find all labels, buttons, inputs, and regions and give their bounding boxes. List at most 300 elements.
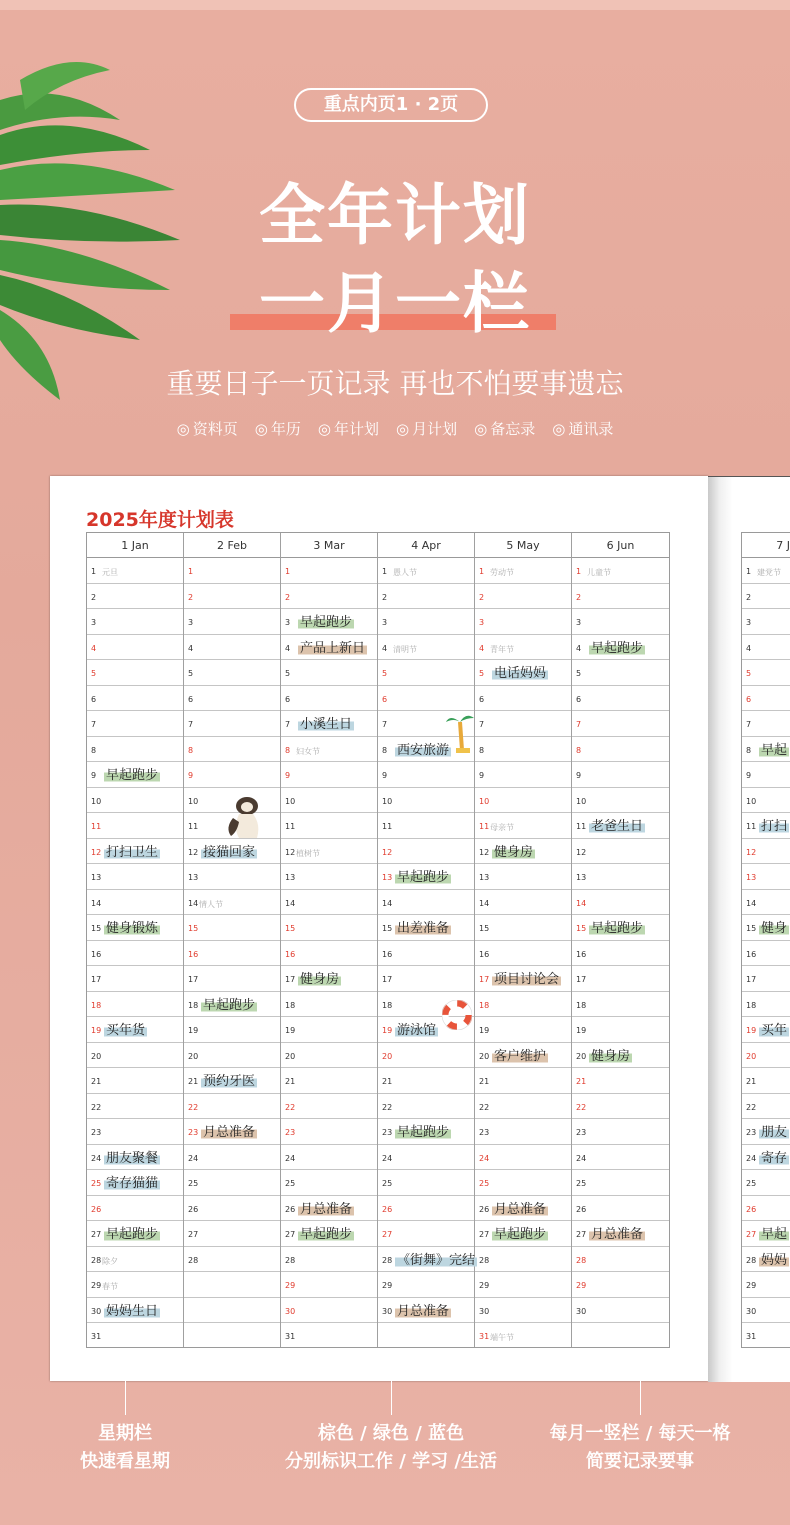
day-cell[interactable] — [475, 711, 571, 737]
day-number: 12 — [746, 847, 757, 857]
day-cell[interactable] — [742, 941, 790, 967]
day-number: 13 — [576, 873, 587, 882]
day-cell[interactable] — [378, 941, 474, 967]
day-note: 产品上新日 — [298, 637, 367, 656]
day-cell[interactable] — [87, 813, 183, 839]
day-cell[interactable] — [281, 1272, 377, 1298]
day-cell[interactable] — [742, 813, 790, 839]
day-note: 早起跑步 — [492, 1223, 548, 1242]
holiday-label: 除夕 — [102, 1256, 118, 1266]
day-cell[interactable] — [742, 1272, 790, 1298]
day-cell[interactable] — [87, 1221, 183, 1247]
day-cell[interactable] — [572, 711, 669, 737]
day-number: 11 — [382, 822, 393, 831]
day-number: 16 — [576, 949, 587, 959]
day-cell[interactable] — [475, 1119, 571, 1145]
day-note: 早起跑步 — [201, 994, 257, 1013]
day-number: 15 — [479, 924, 490, 933]
day-cell[interactable] — [378, 686, 474, 712]
day-cell[interactable] — [87, 1145, 183, 1171]
day-number: 14 — [479, 898, 490, 908]
day-cell[interactable] — [742, 1170, 790, 1196]
day-cell[interactable] — [87, 890, 183, 916]
day-cell[interactable] — [281, 635, 377, 661]
day-number: 2 — [576, 592, 582, 602]
day-note: 早起跑步 — [395, 1121, 451, 1140]
day-number: 31 — [479, 1332, 490, 1341]
day-cell[interactable] — [281, 1323, 377, 1349]
day-cell[interactable] — [742, 1043, 790, 1069]
day-number: 15 — [188, 924, 199, 933]
day-cell[interactable] — [281, 558, 377, 584]
day-number: 5 — [188, 669, 194, 678]
day-cell[interactable] — [184, 966, 280, 992]
day-cell[interactable] — [572, 762, 669, 788]
day-cell[interactable] — [184, 864, 280, 890]
day-note: 妈妈生日 — [104, 1300, 160, 1319]
day-cell[interactable] — [475, 1145, 571, 1171]
day-cell[interactable] — [184, 1247, 280, 1273]
day-cell[interactable] — [475, 686, 571, 712]
day-note: 早起跑步 — [298, 611, 354, 630]
day-cell[interactable] — [572, 915, 669, 941]
day-number: 27 — [576, 1230, 587, 1239]
day-cell[interactable] — [572, 1145, 669, 1171]
day-cell[interactable] — [572, 660, 669, 686]
day-cell[interactable] — [572, 839, 669, 865]
day-cell[interactable] — [87, 558, 183, 584]
day-number: 4 — [479, 643, 485, 653]
day-cell[interactable] — [378, 1170, 474, 1196]
day-cell[interactable] — [87, 1119, 183, 1145]
day-cell[interactable] — [281, 966, 377, 992]
day-cell[interactable] — [572, 686, 669, 712]
day-cell[interactable] — [87, 660, 183, 686]
day-number: 21 — [91, 1077, 102, 1086]
day-cell[interactable] — [572, 1221, 669, 1247]
day-cell[interactable] — [378, 660, 474, 686]
day-cell[interactable] — [378, 558, 474, 584]
day-cell[interactable] — [378, 915, 474, 941]
day-cell[interactable] — [742, 660, 790, 686]
day-number: 2 — [479, 592, 485, 602]
day-cell[interactable] — [572, 558, 669, 584]
day-cell[interactable] — [572, 966, 669, 992]
day-cell[interactable] — [742, 1221, 790, 1247]
day-cell[interactable] — [378, 839, 474, 865]
day-cell[interactable] — [572, 1323, 669, 1349]
day-cell[interactable] — [184, 1196, 280, 1222]
day-cell[interactable] — [475, 660, 571, 686]
day-number: 21 — [285, 1077, 296, 1086]
day-cell[interactable] — [281, 1145, 377, 1171]
day-number: 3 — [746, 618, 752, 627]
feature-item — [177, 418, 238, 439]
day-cell[interactable] — [184, 1017, 280, 1043]
day-number: 13 — [382, 873, 393, 882]
day-cell[interactable] — [184, 941, 280, 967]
day-cell[interactable] — [475, 788, 571, 814]
day-number: 28 — [479, 1255, 490, 1265]
day-number: 7 — [479, 720, 485, 729]
day-number: 8 — [746, 745, 752, 755]
feature-label: 资料页 — [192, 420, 238, 438]
day-note: 小溪生日 — [298, 713, 354, 732]
day-cell[interactable] — [572, 788, 669, 814]
day-cell[interactable] — [378, 864, 474, 890]
day-cell[interactable] — [742, 711, 790, 737]
day-cell[interactable] — [378, 584, 474, 610]
day-cell[interactable] — [742, 609, 790, 635]
day-cell[interactable] — [281, 711, 377, 737]
day-number: 19 — [188, 1026, 199, 1035]
day-cell[interactable] — [475, 558, 571, 584]
day-cell[interactable] — [184, 558, 280, 584]
day-number: 10 — [576, 796, 587, 806]
day-cell[interactable] — [184, 992, 280, 1018]
day-cell[interactable] — [184, 1068, 280, 1094]
day-cell[interactable] — [87, 1298, 183, 1324]
day-cell[interactable] — [378, 1145, 474, 1171]
day-cell[interactable] — [378, 1221, 474, 1247]
day-cell[interactable] — [572, 1068, 669, 1094]
day-cell[interactable] — [742, 1196, 790, 1222]
day-cell[interactable] — [184, 1221, 280, 1247]
day-cell[interactable] — [475, 1221, 571, 1247]
day-number: 17 — [576, 975, 587, 984]
day-cell[interactable] — [378, 635, 474, 661]
day-cell[interactable] — [742, 839, 790, 865]
day-cell[interactable] — [184, 1323, 280, 1349]
day-cell[interactable] — [87, 1272, 183, 1298]
day-number: 2 — [91, 592, 97, 602]
day-cell[interactable] — [281, 915, 377, 941]
day-cell[interactable] — [87, 1017, 183, 1043]
day-number: 15 — [576, 924, 587, 933]
day-cell[interactable] — [87, 839, 183, 865]
day-cell[interactable] — [184, 762, 280, 788]
day-cell[interactable] — [281, 762, 377, 788]
day-cell[interactable] — [475, 635, 571, 661]
day-number: 16 — [479, 949, 490, 959]
day-cell[interactable] — [87, 992, 183, 1018]
day-cell[interactable] — [572, 1298, 669, 1324]
day-cell[interactable] — [572, 1247, 669, 1273]
day-note: 打扫卫生 — [104, 841, 160, 860]
month-header: 3 Mar — [281, 533, 377, 558]
day-number: 28 — [576, 1255, 587, 1265]
day-cell[interactable] — [281, 609, 377, 635]
cat-sticker-icon — [221, 792, 263, 840]
day-cell[interactable] — [87, 609, 183, 635]
day-cell[interactable] — [475, 1068, 571, 1094]
day-cell[interactable] — [742, 762, 790, 788]
month-header: 5 May — [475, 533, 571, 558]
day-cell[interactable] — [742, 992, 790, 1018]
day-cell[interactable] — [475, 941, 571, 967]
day-cell[interactable] — [742, 1017, 790, 1043]
day-number: 28 — [382, 1255, 393, 1265]
feature-item — [396, 418, 457, 439]
day-note: 早起跑步 — [589, 917, 645, 936]
day-cell[interactable] — [378, 1094, 474, 1120]
day-number: 29 — [382, 1281, 393, 1290]
feature-label: 备忘录 — [490, 420, 536, 438]
day-cell[interactable] — [87, 1170, 183, 1196]
month-column — [572, 533, 669, 1347]
day-cell[interactable] — [742, 1094, 790, 1120]
day-cell[interactable] — [281, 890, 377, 916]
day-cell[interactable] — [742, 635, 790, 661]
day-number: 21 — [479, 1077, 490, 1086]
day-cell[interactable] — [87, 915, 183, 941]
day-number: 28 — [91, 1255, 102, 1265]
day-cell[interactable] — [87, 1247, 183, 1273]
day-cell[interactable] — [572, 813, 669, 839]
day-cell[interactable] — [87, 584, 183, 610]
day-cell[interactable] — [184, 1094, 280, 1120]
top-strip — [0, 0, 790, 10]
day-cell[interactable] — [475, 890, 571, 916]
day-cell[interactable] — [87, 635, 183, 661]
day-cell[interactable] — [572, 864, 669, 890]
day-number: 19 — [285, 1026, 296, 1035]
day-cell[interactable] — [475, 839, 571, 865]
day-number: 5 — [479, 669, 485, 678]
day-note: 项目讨论会 — [492, 968, 561, 987]
day-cell[interactable] — [572, 1017, 669, 1043]
day-number: 24 — [746, 1153, 757, 1163]
day-number: 20 — [746, 1051, 757, 1061]
day-cell[interactable] — [281, 1247, 377, 1273]
day-cell[interactable] — [281, 1043, 377, 1069]
day-cell[interactable] — [87, 864, 183, 890]
day-cell[interactable] — [281, 686, 377, 712]
day-cell[interactable] — [378, 1298, 474, 1324]
day-cell[interactable] — [281, 864, 377, 890]
day-cell[interactable] — [281, 1221, 377, 1247]
day-cell[interactable] — [378, 1323, 474, 1349]
day-cell[interactable] — [572, 1094, 669, 1120]
day-number: 10 — [285, 796, 296, 806]
day-number: 18 — [188, 1000, 199, 1010]
day-number: 20 — [285, 1051, 296, 1061]
day-cell[interactable] — [378, 813, 474, 839]
day-cell[interactable] — [742, 1068, 790, 1094]
day-cell[interactable] — [572, 1196, 669, 1222]
day-cell[interactable] — [475, 1170, 571, 1196]
day-cell[interactable] — [742, 737, 790, 763]
day-number: 3 — [382, 618, 388, 627]
day-cell[interactable] — [475, 762, 571, 788]
day-number: 1 — [91, 567, 97, 576]
day-cell[interactable] — [572, 992, 669, 1018]
day-cell[interactable] — [475, 584, 571, 610]
day-cell[interactable] — [281, 1119, 377, 1145]
day-cell[interactable] — [742, 1119, 790, 1145]
day-number: 11 — [91, 822, 102, 831]
day-cell[interactable] — [475, 1247, 571, 1273]
day-cell[interactable] — [475, 1043, 571, 1069]
day-cell[interactable] — [475, 1323, 571, 1349]
day-cell[interactable] — [572, 890, 669, 916]
day-cell[interactable] — [475, 1196, 571, 1222]
feature-item — [318, 418, 379, 439]
day-note: 寄存 — [759, 1147, 789, 1166]
caption-colors-line2: 分别标识工作 / 学习 /生活 — [285, 1451, 497, 1472]
day-cell[interactable] — [184, 609, 280, 635]
day-note: 妈妈 — [759, 1249, 789, 1268]
day-cell[interactable] — [184, 660, 280, 686]
day-number: 5 — [91, 669, 97, 678]
day-cell[interactable] — [87, 686, 183, 712]
day-number: 3 — [576, 618, 582, 627]
day-cell[interactable] — [87, 1323, 183, 1349]
day-cell[interactable] — [184, 1043, 280, 1069]
day-cell[interactable] — [281, 737, 377, 763]
day-cell[interactable] — [742, 1247, 790, 1273]
day-cell[interactable] — [742, 1145, 790, 1171]
day-number: 6 — [188, 694, 194, 704]
day-cell[interactable] — [184, 1119, 280, 1145]
day-cell[interactable] — [475, 966, 571, 992]
day-cell[interactable] — [572, 941, 669, 967]
day-cell[interactable] — [378, 1119, 474, 1145]
day-cell[interactable] — [742, 915, 790, 941]
day-cell[interactable] — [87, 1068, 183, 1094]
day-cell[interactable] — [378, 762, 474, 788]
day-number: 25 — [285, 1179, 296, 1188]
day-cell[interactable] — [475, 915, 571, 941]
day-cell[interactable] — [378, 1068, 474, 1094]
day-cell[interactable] — [378, 609, 474, 635]
day-cell[interactable] — [281, 1196, 377, 1222]
feature-item — [474, 418, 535, 439]
day-cell[interactable] — [184, 1272, 280, 1298]
day-cell[interactable] — [572, 1043, 669, 1069]
day-cell[interactable] — [572, 1170, 669, 1196]
day-cell[interactable] — [184, 1170, 280, 1196]
day-cell[interactable] — [378, 1247, 474, 1273]
day-cell[interactable] — [378, 1272, 474, 1298]
holiday-label: 清明节 — [393, 644, 417, 654]
day-cell[interactable] — [87, 762, 183, 788]
day-number: 2 — [188, 592, 194, 602]
day-number: 12 — [285, 847, 296, 857]
day-cell[interactable] — [184, 915, 280, 941]
day-cell[interactable] — [742, 686, 790, 712]
day-cell[interactable] — [281, 941, 377, 967]
day-number: 9 — [479, 771, 485, 780]
day-cell[interactable] — [378, 788, 474, 814]
day-cell[interactable] — [87, 1094, 183, 1120]
day-cell[interactable] — [184, 635, 280, 661]
day-cell[interactable] — [281, 788, 377, 814]
day-cell[interactable] — [281, 584, 377, 610]
bullet-icon: ◎ — [254, 420, 268, 438]
day-cell[interactable] — [742, 1298, 790, 1324]
day-cell[interactable] — [572, 1272, 669, 1298]
day-cell[interactable] — [572, 737, 669, 763]
day-cell[interactable] — [87, 788, 183, 814]
day-cell[interactable] — [572, 1119, 669, 1145]
day-cell[interactable] — [281, 1298, 377, 1324]
day-number: 5 — [285, 669, 291, 678]
day-cell[interactable] — [184, 1298, 280, 1324]
day-cell[interactable] — [378, 1196, 474, 1222]
day-cell[interactable] — [87, 737, 183, 763]
feature-label: 年历 — [270, 420, 301, 438]
day-cell[interactable] — [184, 1145, 280, 1171]
feature-item — [255, 418, 301, 439]
day-cell[interactable] — [281, 1094, 377, 1120]
day-cell[interactable] — [87, 711, 183, 737]
day-cell[interactable] — [281, 839, 377, 865]
day-cell[interactable] — [742, 558, 790, 584]
day-number: 21 — [382, 1077, 393, 1086]
day-cell[interactable] — [475, 609, 571, 635]
day-cell[interactable] — [184, 711, 280, 737]
day-number: 18 — [479, 1000, 490, 1010]
holiday-label: 劳动节 — [490, 568, 514, 577]
day-number: 6 — [479, 694, 485, 704]
day-number: 17 — [479, 975, 490, 984]
day-cell[interactable] — [184, 584, 280, 610]
day-number: 16 — [746, 949, 757, 959]
day-cell[interactable] — [184, 686, 280, 712]
day-cell[interactable] — [475, 813, 571, 839]
day-cell[interactable] — [281, 992, 377, 1018]
day-cell[interactable] — [281, 1017, 377, 1043]
day-cell[interactable] — [742, 788, 790, 814]
day-cell[interactable] — [378, 890, 474, 916]
day-cell[interactable] — [281, 813, 377, 839]
day-cell[interactable] — [378, 966, 474, 992]
day-cell[interactable] — [475, 1272, 571, 1298]
day-cell[interactable] — [281, 1170, 377, 1196]
day-cell[interactable] — [281, 660, 377, 686]
day-cell[interactable] — [475, 1094, 571, 1120]
day-cell[interactable] — [572, 635, 669, 661]
day-cell[interactable] — [87, 941, 183, 967]
day-cell[interactable] — [475, 737, 571, 763]
day-cell[interactable] — [742, 584, 790, 610]
day-cell[interactable] — [378, 1043, 474, 1069]
day-number: 23 — [91, 1128, 102, 1137]
day-cell[interactable] — [184, 890, 280, 916]
day-cell[interactable] — [184, 839, 280, 865]
day-cell[interactable] — [572, 609, 669, 635]
caption-weekday-line1: 星期栏 — [98, 1423, 152, 1444]
day-number: 18 — [576, 1000, 587, 1010]
day-cell[interactable] — [184, 737, 280, 763]
day-cell[interactable] — [281, 1068, 377, 1094]
day-cell[interactable] — [475, 864, 571, 890]
day-cell[interactable] — [742, 966, 790, 992]
day-cell[interactable] — [475, 992, 571, 1018]
day-note: 月总准备 — [201, 1121, 257, 1140]
day-cell[interactable] — [87, 1043, 183, 1069]
day-cell[interactable] — [742, 890, 790, 916]
day-number: 27 — [746, 1230, 757, 1239]
day-cell[interactable] — [742, 1323, 790, 1348]
day-cell[interactable] — [475, 1017, 571, 1043]
day-cell[interactable] — [572, 584, 669, 610]
day-cell[interactable] — [742, 864, 790, 890]
day-cell[interactable] — [87, 1196, 183, 1222]
day-cell[interactable] — [87, 966, 183, 992]
day-cell[interactable] — [475, 1298, 571, 1324]
